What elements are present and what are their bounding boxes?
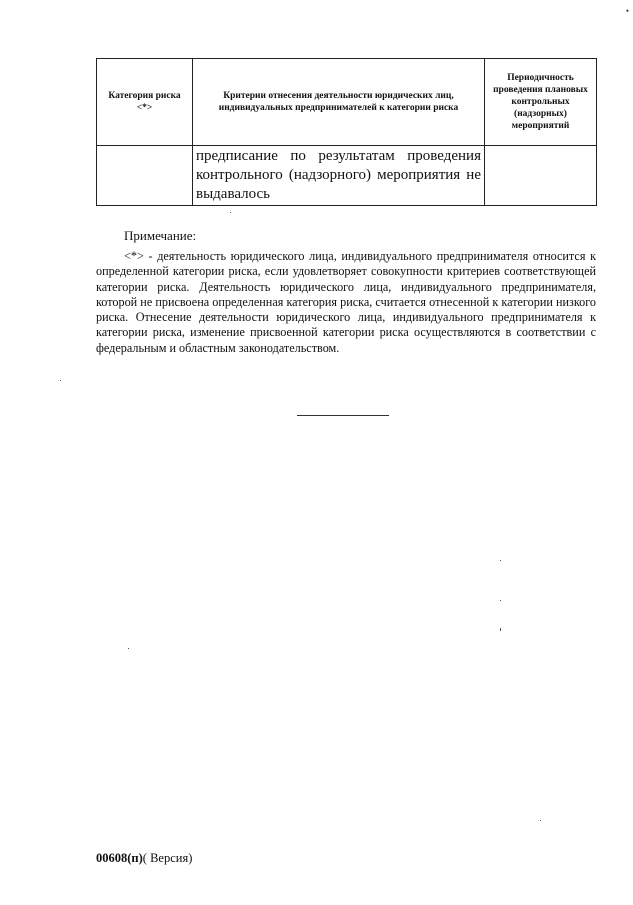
scan-speck: [540, 820, 541, 821]
header-periodicity: Периодичность проведения плановых контрольных (надзорных) мероприятий: [485, 59, 597, 146]
document-code: [96, 851, 192, 866]
header-category: Категория риска <*>: [97, 59, 193, 146]
note-text: <*> - деятельность юридического лица, индивидуального предпринимателя относится к определенной категории риска, если удовлетворяет совокупности критериев соответствующей категории риска. Деятельность юридического лица, индивидуального предпринимателя, которой не присвоена определенная категория риска, считается отнесенной к категории низкого риска. Отнесение деятельности юридического лица, индивидуального предпринимателя к категории риска, изменение присвоенной категории риска осуществляются в соответствии с федеральным и областным законодательством.: [96, 249, 596, 355]
table-row: [97, 146, 597, 206]
cell-category: [97, 146, 193, 206]
scan-speck: [60, 380, 61, 381]
cell-periodicity: [485, 146, 597, 206]
cell-criteria: предписание по результатам проведения контрольного (надзорного) мероприятия не выдавалось: [193, 146, 485, 206]
end-rule: [297, 415, 389, 416]
scan-mark: •: [625, 6, 629, 16]
document-version: ( Версия): [142, 851, 193, 865]
note-label: Примечание:: [124, 228, 197, 243]
risk-criteria-table: [96, 58, 597, 206]
scan-speck: [500, 628, 501, 631]
scan-speck: [128, 648, 129, 649]
table-header-row: [97, 59, 597, 146]
header-criteria: Критерии отнесения деятельности юридических лиц, индивидуальных предпринимателей к категории риска: [193, 59, 485, 146]
scan-speck: [500, 560, 501, 561]
scan-speck: [500, 600, 501, 601]
document-code-number: 00608(п): [96, 851, 143, 865]
scan-speck: [230, 212, 231, 213]
